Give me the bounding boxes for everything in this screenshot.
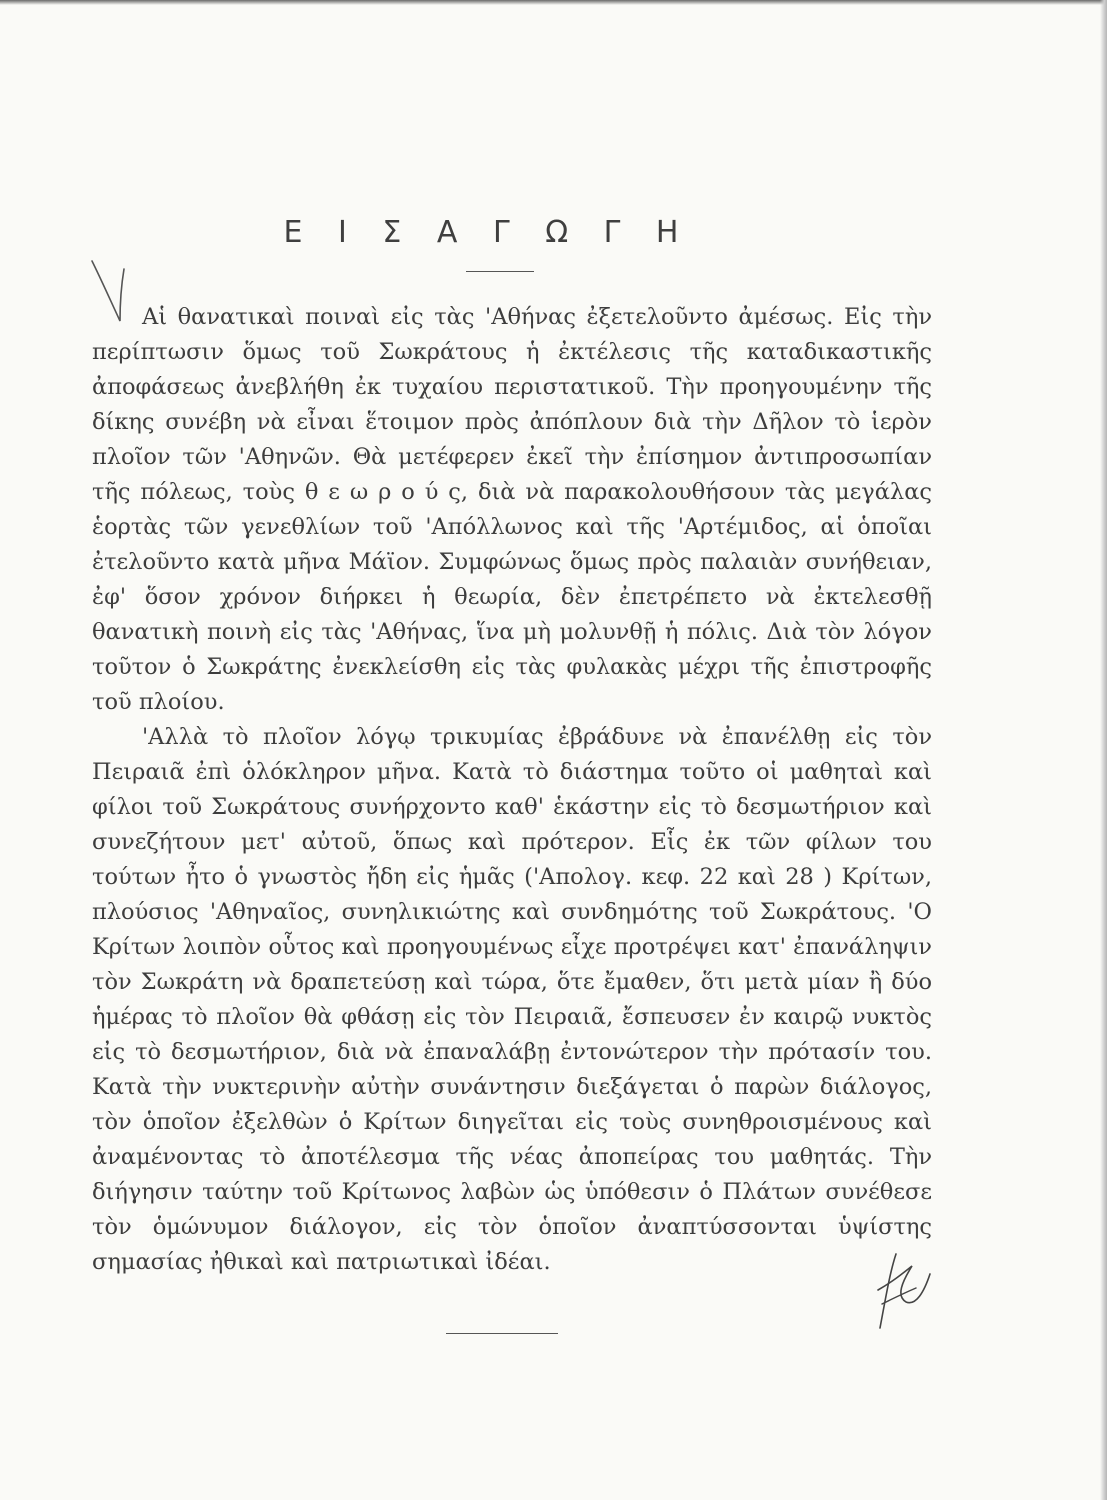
body-text [92,300,932,1280]
end-divider [446,1333,558,1334]
scan-right-edge [1100,0,1107,1500]
handwritten-signature [872,1252,932,1332]
paragraph: 'Αλλὰ τὸ πλοῖον λόγῳ τρικυμίας ἐβράδυνε νὰ ἐπανέλθῃ εἰς τὸν Πειραιᾶ ἐπὶ ὁλόκληρον μῆνα. Κατὰ τὸ διάστημα τοῦτο οἱ μαθηταὶ καὶ φίλοι τοῦ Σωκράτους συνήρχοντο καθ' ἑκάστην εἰς τὸ δεσμωτήριον καὶ συνεζήτουν μετ' αὐτοῦ, ὅπως καὶ πρότερον. Εἷς ἐκ τῶν φίλων του τούτων ἦτο ὁ γνωστὸς ἤδη εἰς ἡμᾶς ('Απολογ. κεφ. 22 καὶ 28 ) Κρίτων, πλούσιος 'Αθηναῖος, συνηλικιώτης καὶ συνδημότης τοῦ Σωκράτους. 'Ο Κρίτων λοιπὸν οὗτος καὶ προηγουμένως εἶχε προτρέψει κατ' ἐπανάληψιν τὸν Σωκράτη νὰ δραπετεύσῃ καὶ τώρα, ὅτε ἔμαθεν, ὅτι μετὰ μίαν ἢ δύο ἡμέρας τὸ πλοῖον θὰ φθάσῃ εἰς τὸν Πειραιᾶ, ἔσπευσεν ἐν καιρῷ νυκτὸς εἰς τὸ δεσμωτήριον, διὰ νὰ ἐπαναλάβῃ ἐντονώτερον τὴν πρότασίν του. Κατὰ τὴν νυκτερινὴν αὐτὴν συνάντησιν διεξάγεται ὁ παρὼν διάλογος, τὸν ὁποῖον ἐξελθὼν ὁ Κρίτων διηγεῖται εἰς τοὺς συνηθροισμένους καὶ ἀναμένοντας τὸ ἀποτέλεσμα τῆς νέας ἀποπείρας του μαθητάς. Τὴν διήγησιν ταύτην τοῦ Κρίτωνος λαβὼν ὡς ὑπόθεσιν ὁ Πλάτων συνέθεσε τὸν ὁμώνυμον διάλογον, εἰς τὸν ὁποῖον ἀναπτύσσονται ὑψίστης σημασίας ἠθικαὶ καὶ πατριωτικαὶ ἰδέαι. [92,724,932,1275]
paragraph: Αἱ θανατικαὶ ποιναὶ εἰς τὰς 'Αθήνας ἐξετελοῦντο ἀμέσως. Εἰς τὴν περίπτωσιν ὅμως τοῦ Σωκράτους ἡ ἐκτέλεσις τῆς καταδικαστικῆς ἀποφάσεως ἀνεβλήθη ἐκ τυχαίου περιστατικοῦ. Τὴν προηγουμένην τῆς δίκης συνέβη νὰ εἶναι ἕτοιμον πρὸς ἀπόπλουν διὰ τὴν Δῆλον τὸ ἱερὸν πλοῖον τῶν 'Αθηνῶν. Θὰ μετέφερεν ἐκεῖ τὴν ἐπίσημον ἀντιπροσωπίαν τῆς πόλεως, τοὺς θ ε ω ρ ο ύ ς, διὰ νὰ παρακολουθήσουν τὰς μεγάλας ἑορτὰς τῶν γενεθλίων τοῦ 'Απόλλωνος καὶ τῆς 'Αρτέμιδος, αἱ ὁποῖαι ἐτελοῦντο κατὰ μῆνα Μάϊον. Συμφώνως ὅμως πρὸς παλαιὰν συνήθειαν, ἐφ' ὅσον χρόνον διήρκει ἡ θεωρία, δὲν ἐπετρέπετο νὰ ἐκτελεσθῇ θανατικὴ ποινὴ εἰς τὰς 'Αθήνας, ἵνα μὴ μολυνθῇ ἡ πόλις. Διὰ τὸν λόγον τοῦτον ὁ Σωκράτης ἐνεκλείσθη εἰς τὰς φυλακὰς μέχρι τῆς ἐπιστροφῆς τοῦ πλοίου. [92,304,932,715]
title-divider [466,271,534,272]
scan-top-edge [0,0,1107,5]
page-title: Ε Ι Σ Α Γ Ω Γ Η [283,215,692,250]
